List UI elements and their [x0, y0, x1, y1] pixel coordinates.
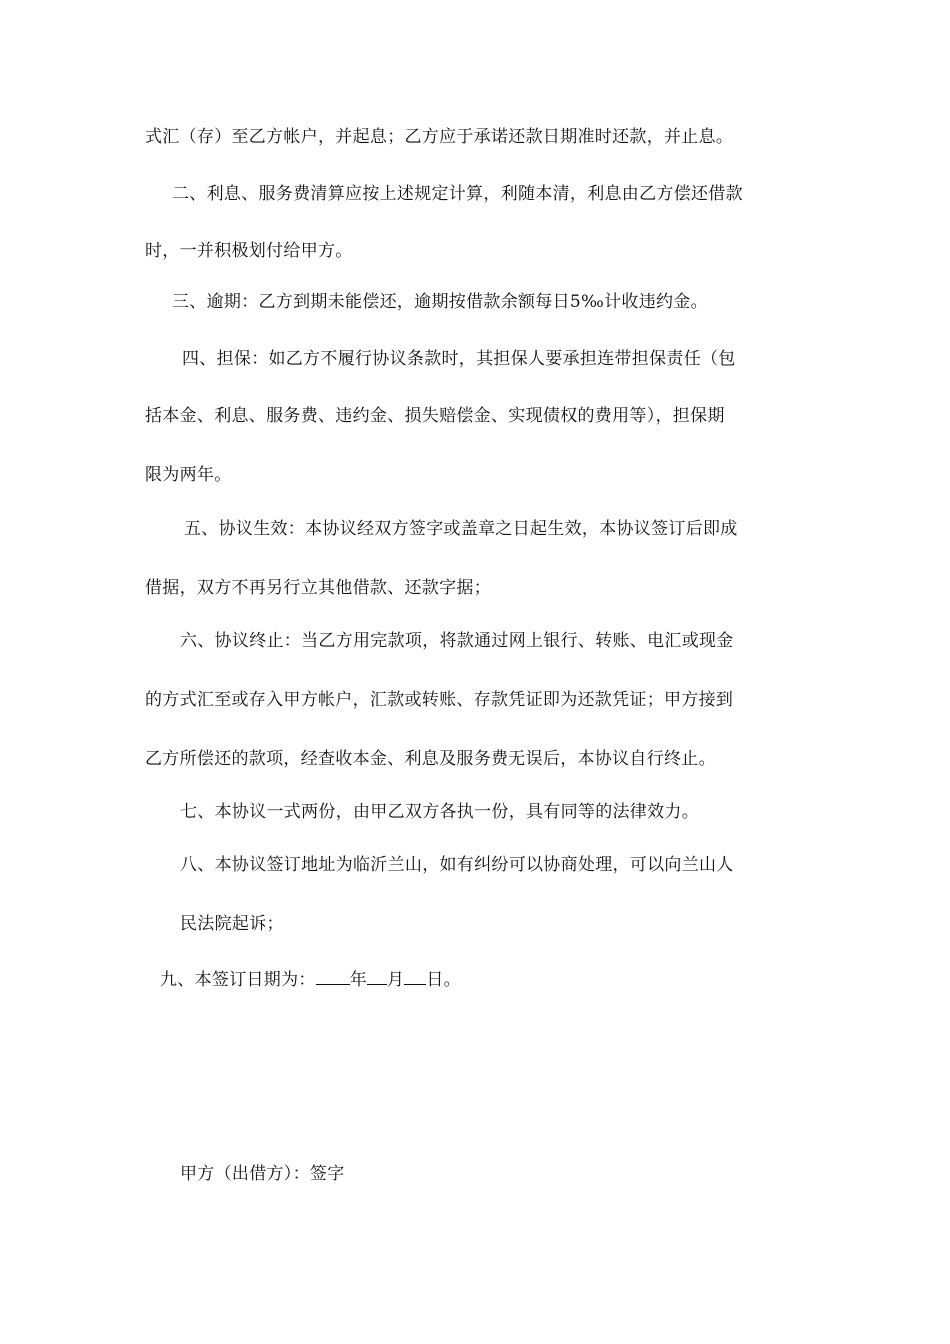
paragraph-line: 六、协议终止：当乙方用完款项，将款通过网上银行、转账、电汇或现金: [180, 631, 734, 651]
paragraph-line: 八、本协议签订地址为临沂兰山，如有纠纷可以协商处理，可以向兰山人: [180, 855, 734, 875]
signature-line: 甲方（出借方）：签字: [180, 1164, 345, 1184]
paragraph-line: 借据，双方不再另行立其他借款、还款字据；: [145, 578, 491, 598]
year-label: 年: [349, 970, 368, 990]
paragraph-line: 五、协议生效：本协议经双方签字或盖章之日起生效，本协议签订后即成: [184, 519, 738, 539]
date-line: [160, 968, 461, 991]
paragraph-line: 二、利息、服务费清算应按上述规定计算，利随本清，利息由乙方偿还借款: [172, 184, 743, 204]
paragraph-line: 三、逾期：乙方到期未能偿还，逾期按借款余额每日5‰计收违约金。: [172, 292, 708, 312]
paragraph-line: 的方式汇至或存入甲方帐户，汇款或转账、存款凭证即为还款凭证；甲方接到: [145, 690, 734, 710]
paragraph-line: 时，一并积极划付给甲方。: [145, 241, 353, 261]
paragraph-line: 限为两年。: [145, 465, 232, 485]
day-blank: [404, 968, 426, 985]
paragraph-line: 括本金、利息、服务费、违约金、损失赔偿金、实现债权的费用等），担保期: [145, 406, 725, 426]
paragraph-line: 民法院起诉；: [180, 914, 284, 934]
day-label: 日。: [426, 970, 461, 990]
date-prefix: 九、本签订日期为：: [160, 970, 316, 990]
year-blank: [316, 968, 350, 985]
month-label: 月: [387, 970, 405, 990]
month-blank: [367, 968, 387, 985]
paragraph-line: 七、本协议一式两份，由甲乙双方各执一份，具有同等的法律效力。: [180, 802, 699, 822]
paragraph-line: 乙方所偿还的款项，经查收本金、利息及服务费无误后，本协议自行终止。: [145, 749, 716, 769]
paragraph-line: 四、担保：如乙方不履行协议条款时，其担保人要承担连带担保责任（包: [182, 349, 736, 369]
paragraph-line: 式汇（存）至乙方帐户，并起息；乙方应于承诺还款日期准时还款，并止息。: [145, 127, 734, 147]
